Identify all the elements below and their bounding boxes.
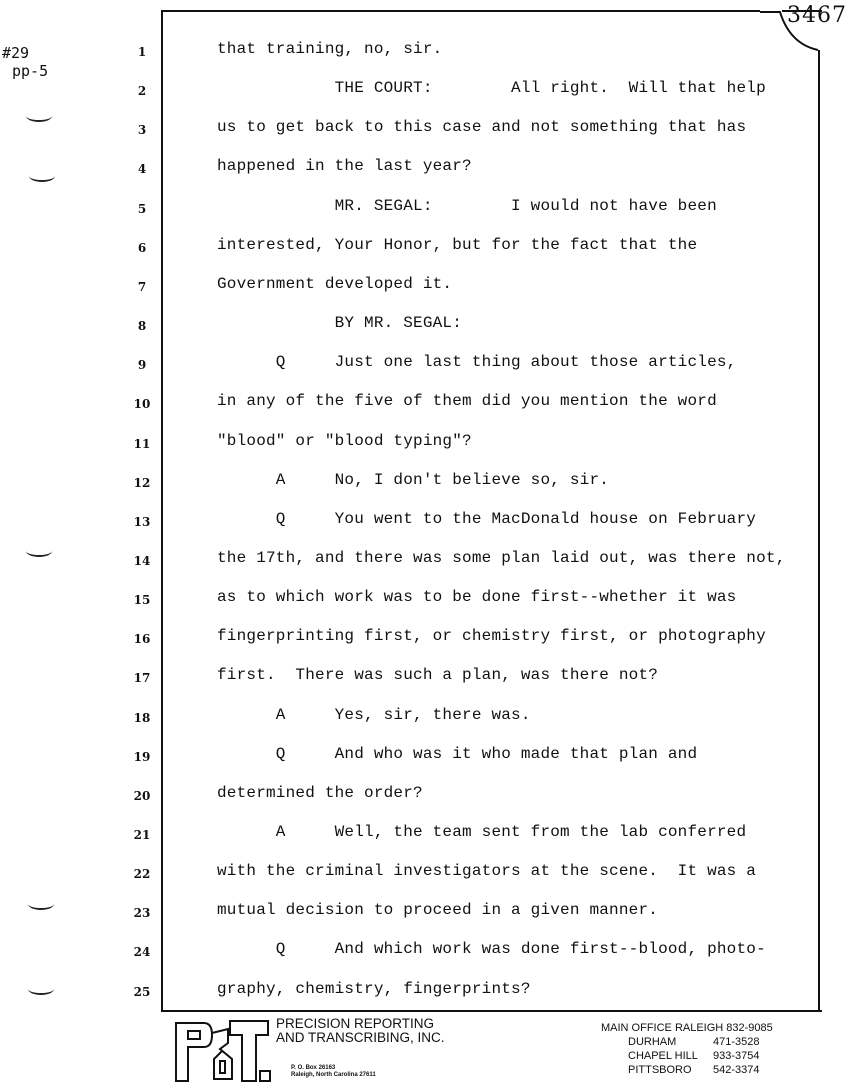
line-number: 20 bbox=[133, 788, 151, 803]
line-number: 17 bbox=[133, 671, 151, 686]
company-name bbox=[276, 1017, 445, 1045]
transcript-line: A Yes, sir, there was. bbox=[217, 705, 531, 724]
line-number: 9 bbox=[137, 358, 147, 373]
company-address bbox=[291, 1065, 376, 1079]
company-name-line-1: PRECISION REPORTING bbox=[276, 1016, 435, 1031]
line-number: 16 bbox=[133, 632, 151, 647]
office-phone: 471-3528 bbox=[713, 1036, 760, 1048]
binder-hole-mark bbox=[29, 170, 55, 182]
binder-hole-mark bbox=[28, 898, 54, 910]
frame-right-border bbox=[818, 50, 820, 1010]
transcript-line: Q And which work was done first--blood, photo- bbox=[217, 940, 766, 959]
line-number: 25 bbox=[133, 984, 151, 999]
line-number: 6 bbox=[137, 240, 147, 255]
transcript-line: with the criminal investigators at the scene. It was a bbox=[217, 862, 757, 881]
line-number: 12 bbox=[133, 475, 151, 490]
transcript-line: as to which work was to be done first--whether it was bbox=[217, 588, 737, 607]
line-number: 3 bbox=[137, 123, 147, 138]
address-line-2: Raleigh, North Carolina 27611 bbox=[291, 1072, 376, 1078]
company-logo bbox=[172, 1015, 276, 1087]
transcript-line: interested, Your Honor, but for the fact that the bbox=[217, 235, 698, 254]
transcript-line: MR. SEGAL: I would not have been bbox=[217, 196, 717, 215]
line-number: 15 bbox=[133, 593, 151, 608]
transcript-line: Government developed it. bbox=[217, 274, 453, 293]
transcript-line: that training, no, sir. bbox=[217, 40, 443, 58]
transcript-line: "blood" or "blood typing"? bbox=[217, 431, 472, 450]
office-directory bbox=[601, 1021, 773, 1077]
office-row bbox=[628, 1049, 773, 1063]
company-name-line-2: AND TRANSCRIBING, INC. bbox=[276, 1030, 445, 1045]
office-phone: 542-3374 bbox=[713, 1064, 760, 1076]
line-number: 24 bbox=[133, 945, 151, 960]
transcript-line: fingerprinting first, or chemistry first, or photography bbox=[217, 627, 766, 646]
line-number: 18 bbox=[133, 710, 151, 725]
line-number: 23 bbox=[133, 906, 151, 921]
address-line-1: P. O. Box 26163 bbox=[291, 1065, 336, 1071]
office-phone: 933-3754 bbox=[713, 1050, 760, 1062]
office-city: CHAPEL HILL bbox=[628, 1050, 698, 1062]
office-city: PITTSBORO bbox=[628, 1064, 692, 1076]
binder-hole-mark bbox=[28, 983, 54, 995]
transcript-line: first. There was such a plan, was there not? bbox=[217, 666, 659, 685]
exhibit-number: #29 bbox=[2, 44, 30, 62]
transcript-line: determined the order? bbox=[217, 783, 423, 802]
transcript-line: A No, I don't believe so, sir. bbox=[217, 470, 610, 489]
line-number: 19 bbox=[133, 749, 151, 764]
transcript-line: happened in the last year? bbox=[217, 157, 472, 176]
transcript-line: in any of the five of them did you mention the word bbox=[217, 392, 717, 411]
line-number: 10 bbox=[133, 397, 151, 412]
transcript-line: graphy, chemistry, fingerprints? bbox=[217, 979, 531, 998]
line-number: 2 bbox=[137, 84, 147, 99]
transcript-line: THE COURT: All right. Will that help bbox=[217, 79, 766, 98]
transcript-line: A Well, the team sent from the lab conferred bbox=[217, 823, 747, 841]
transcript-line: Q You went to the MacDonald house on February bbox=[217, 509, 757, 528]
binder-hole-mark bbox=[26, 545, 52, 557]
transcript-line: Q And who was it who made that plan and bbox=[217, 744, 698, 763]
page-number: 3467 bbox=[787, 3, 847, 28]
page-reference: pp-5 bbox=[12, 62, 49, 80]
line-number: 13 bbox=[133, 514, 151, 529]
line-number: 22 bbox=[133, 867, 151, 882]
line-number: 1 bbox=[137, 45, 147, 59]
binder-hole-mark bbox=[26, 110, 52, 122]
transcript-line: the 17th, and there was some plan laid out, was there not, bbox=[217, 548, 786, 567]
office-row bbox=[628, 1063, 773, 1077]
line-number: 21 bbox=[133, 828, 151, 842]
line-number: 8 bbox=[137, 319, 147, 334]
transcript-line: mutual decision to proceed in a given manner. bbox=[217, 901, 659, 920]
transcript-line: Q Just one last thing about those articles, bbox=[217, 353, 737, 372]
office-row bbox=[628, 1035, 773, 1049]
line-number: 11 bbox=[133, 436, 151, 451]
transcript-line: BY MR. SEGAL: bbox=[217, 314, 463, 333]
line-number: 4 bbox=[137, 162, 147, 177]
line-number: 7 bbox=[137, 279, 147, 294]
branch-offices bbox=[601, 1035, 773, 1077]
main-office: MAIN OFFICE RALEIGH 832-9085 bbox=[601, 1022, 773, 1034]
transcript-line: us to get back to this case and not something that has bbox=[217, 118, 747, 137]
line-number: 5 bbox=[137, 201, 147, 216]
line-number: 14 bbox=[133, 553, 151, 568]
office-city: DURHAM bbox=[628, 1036, 677, 1048]
